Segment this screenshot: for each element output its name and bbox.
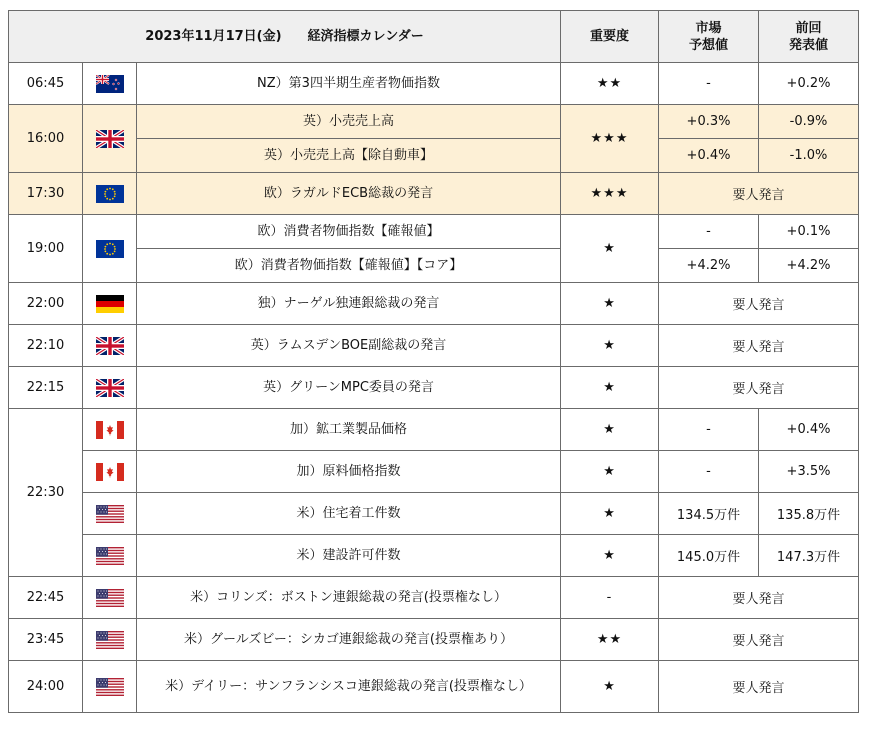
- event-name: 米）グールズビー：シカゴ連銀総裁の発言(投票権あり）: [137, 619, 561, 661]
- forecast-header-line1: 市場: [695, 20, 722, 36]
- importance-header: 重要度: [561, 11, 659, 63]
- forecast-value: -: [659, 215, 759, 249]
- speech-note: 要人発言: [659, 325, 859, 367]
- importance-stars: ★: [561, 325, 659, 367]
- forecast-value: 134.5万件: [659, 493, 759, 535]
- table-row: [9, 619, 859, 661]
- speech-note: 要人発言: [659, 367, 859, 409]
- speech-note: 要人発言: [659, 619, 859, 661]
- previous-header: [759, 11, 859, 63]
- importance-stars: ★: [561, 493, 659, 535]
- us-flag-icon: [96, 631, 124, 649]
- ca-flag-icon: [96, 421, 124, 439]
- importance-stars: ★★: [561, 63, 659, 105]
- us-flag-icon: [96, 589, 124, 607]
- time-cell: 17:30: [9, 173, 83, 215]
- flag-cell: [83, 367, 137, 409]
- forecast-value: +0.3%: [659, 105, 759, 139]
- us-flag-icon: [96, 678, 124, 696]
- table-row: [9, 283, 859, 325]
- de-flag-icon: [96, 295, 124, 313]
- event-name: 加）鉱工業製品価格: [137, 409, 561, 451]
- importance-stars: ★: [561, 451, 659, 493]
- table-row: [9, 249, 859, 283]
- flag-cell: [83, 493, 137, 535]
- flag-cell: [83, 451, 137, 493]
- forecast-value: +4.2%: [659, 249, 759, 283]
- speech-note: 要人発言: [659, 173, 859, 215]
- previous-value: +0.4%: [759, 409, 859, 451]
- calendar-title: 2023年11月17日(金) 経済指標カレンダー: [9, 11, 561, 63]
- event-name: 米）コリンズ：ボストン連銀総裁の発言(投票権なし）: [137, 577, 561, 619]
- time-cell: 16:00: [9, 105, 83, 173]
- us-flag-icon: [96, 547, 124, 565]
- previous-value: +3.5%: [759, 451, 859, 493]
- speech-note: 要人発言: [659, 283, 859, 325]
- previous-value: 147.3万件: [759, 535, 859, 577]
- forecast-header: [659, 11, 759, 63]
- previous-value: +0.1%: [759, 215, 859, 249]
- table-row: [9, 105, 859, 139]
- us-flag-icon: [96, 505, 124, 523]
- event-name: 英）グリーンMPC委員の発言: [137, 367, 561, 409]
- table-row: [9, 409, 859, 451]
- importance-stars: ★★★: [561, 105, 659, 173]
- previous-header-line1: 前回: [795, 20, 822, 36]
- table-row: [9, 63, 859, 105]
- header-row: [9, 11, 859, 63]
- nz-flag-icon: [96, 75, 124, 93]
- forecast-value: -: [659, 451, 759, 493]
- flag-cell: [83, 215, 137, 283]
- event-name: 欧）消費者物価指数【確報値】: [137, 215, 561, 249]
- event-name: 英）小売売上高【除自動車】: [137, 139, 561, 173]
- flag-cell: [83, 63, 137, 105]
- event-name: 独）ナーゲル独連銀総裁の発言: [137, 283, 561, 325]
- importance-stars: ★: [561, 215, 659, 283]
- flag-cell: [83, 535, 137, 577]
- speech-note: 要人発言: [659, 577, 859, 619]
- speech-note: 要人発言: [659, 661, 859, 713]
- table-row: [9, 661, 859, 713]
- time-cell: 22:45: [9, 577, 83, 619]
- table-row: [9, 215, 859, 249]
- previous-value: -0.9%: [759, 105, 859, 139]
- flag-cell: [83, 619, 137, 661]
- calendar-body: [9, 63, 859, 713]
- uk-flag-icon: [96, 379, 124, 397]
- event-name: 米）デイリー：サンフランシスコ連銀総裁の発言(投票権なし）: [137, 661, 561, 713]
- event-name: 米）建設許可件数: [137, 535, 561, 577]
- flag-cell: [83, 283, 137, 325]
- flag-cell: [83, 409, 137, 451]
- event-name: NZ）第3四半期生産者物価指数: [137, 63, 561, 105]
- table-row: [9, 535, 859, 577]
- forecast-value: +0.4%: [659, 139, 759, 173]
- event-name: 欧）ラガルドECB総裁の発言: [137, 173, 561, 215]
- previous-value: 135.8万件: [759, 493, 859, 535]
- time-cell: 22:10: [9, 325, 83, 367]
- time-cell: 22:15: [9, 367, 83, 409]
- flag-cell: [83, 105, 137, 173]
- table-row: [9, 493, 859, 535]
- table-row: [9, 451, 859, 493]
- uk-flag-icon: [96, 337, 124, 355]
- uk-flag-icon: [96, 130, 124, 148]
- importance-stars: ★★: [561, 619, 659, 661]
- importance-stars: ★: [561, 409, 659, 451]
- time-cell: 23:45: [9, 619, 83, 661]
- table-row: [9, 139, 859, 173]
- forecast-value: -: [659, 409, 759, 451]
- event-name: 米）住宅着工件数: [137, 493, 561, 535]
- time-cell: 22:30: [9, 409, 83, 577]
- forecast-value: -: [659, 63, 759, 105]
- previous-value: -1.0%: [759, 139, 859, 173]
- calendar-container: [8, 10, 859, 713]
- economic-calendar-table: [8, 10, 859, 713]
- table-row: [9, 367, 859, 409]
- ca-flag-icon: [96, 463, 124, 481]
- table-row: [9, 325, 859, 367]
- event-name: 欧）消費者物価指数【確報値】【コア】: [137, 249, 561, 283]
- previous-value: +0.2%: [759, 63, 859, 105]
- flag-cell: [83, 325, 137, 367]
- flag-cell: [83, 661, 137, 713]
- event-name: 英）ラムスデンBOE副総裁の発言: [137, 325, 561, 367]
- flag-cell: [83, 173, 137, 215]
- importance-stars: ★: [561, 535, 659, 577]
- time-cell: 19:00: [9, 215, 83, 283]
- flag-cell: [83, 577, 137, 619]
- importance-stars: ★: [561, 661, 659, 713]
- time-cell: 22:00: [9, 283, 83, 325]
- eu-flag-icon: [96, 240, 124, 258]
- eu-flag-icon: [96, 185, 124, 203]
- importance-stars: -: [561, 577, 659, 619]
- event-name: 英）小売売上高: [137, 105, 561, 139]
- event-name: 加）原料価格指数: [137, 451, 561, 493]
- time-cell: 06:45: [9, 63, 83, 105]
- time-cell: 24:00: [9, 661, 83, 713]
- importance-stars: ★: [561, 283, 659, 325]
- previous-header-line2: 発表値: [789, 37, 829, 53]
- importance-stars: ★: [561, 367, 659, 409]
- table-row: [9, 173, 859, 215]
- forecast-value: 145.0万件: [659, 535, 759, 577]
- previous-value: +4.2%: [759, 249, 859, 283]
- importance-stars: ★★★: [561, 173, 659, 215]
- table-row: [9, 577, 859, 619]
- forecast-header-line2: 予想値: [689, 37, 729, 53]
